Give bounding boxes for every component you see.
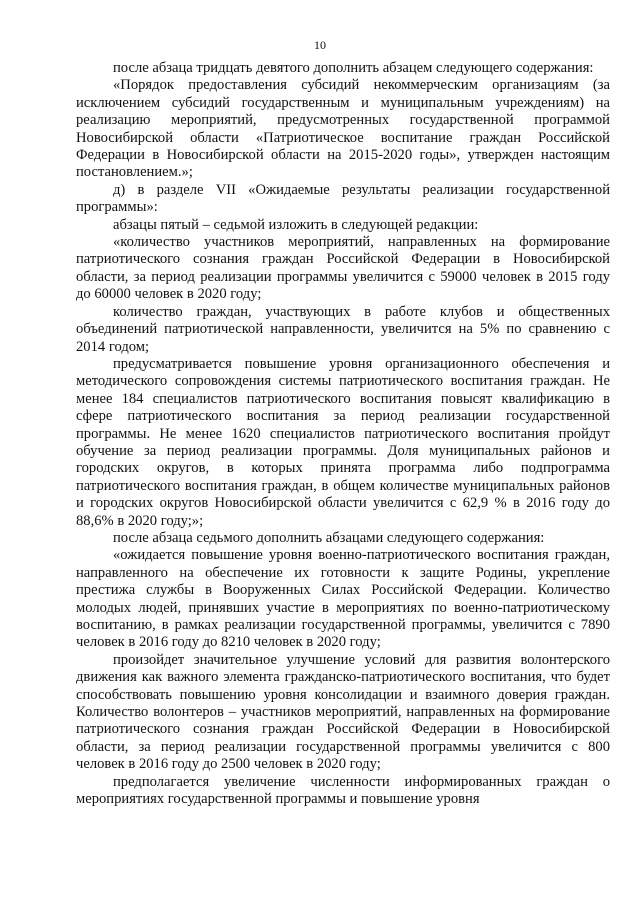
paragraph-insert-after-39: после абзаца тридцать девятого дополнить абзацем следующего содержания: xyxy=(113,60,594,76)
paragraph-specialists: предусматривается повышение уровня организационного обеспечения и методического сопровождения системы патриотического воспитания граждан. Не менее 184 специалистов патриотического воспитания повысят квалификацию в сфере патриотического воспитания за период реализации государственной программы. Не менее 1620 специалистов патриотического воспитания пройдут обучение за период реализации программы. Доля муниципальных районов и городских округов, в которых принята программа либо подпрограмма патриотического воспитания граждан, в общем количестве муниципальных районов и городских округов Новосибирской области увеличится с 62,9 % в 2016 году до 88,6% в 2020 году;»; xyxy=(76,355,610,529)
paragraph-new-edition: абзацы пятый – седьмой изложить в следующей редакции: xyxy=(113,216,479,233)
document-body xyxy=(76,60,610,808)
paragraph-subsidy-procedure: «Порядок предоставления субсидий некоммерческим организациям (за исключением субсидий государственным и муниципальным учреждениям) на реализацию мероприятий, предусмотренных государственной программой Новосибирской области «Патриотическое воспитание граждан Российской Федерации в Новосибирской области на 2015-2020 годы», утвержден настоящим постановлением.»; xyxy=(76,77,610,181)
paragraph-clubs-count: количество граждан, участвующих в работе клубов и общественных объединений патриотической направленности, увеличится на 5% по сравнению с 2014 годом; xyxy=(76,303,610,355)
paragraph-section-vii: д) в разделе VII «Ожидаемые результаты реализации государственной программы»: xyxy=(76,181,610,216)
page-number: 10 xyxy=(314,38,326,52)
paragraph-informed-citizens: предполагается увеличение численности информированных граждан о мероприятиях государственной программы и повышение уровня xyxy=(76,773,610,808)
paragraph-insert-after-7: после абзаца седьмого дополнить абзацами следующего содержания: xyxy=(113,529,545,546)
paragraph-volunteers: произойдет значительное улучшение условий для развития волонтерского движения как важного элемента гражданско-патриотического воспитания, что будет способствовать повышению уровня консолидации и взаимного доверия граждан. Количество волонтеров – участников мероприятий, направленных на формирование патриотического сознания граждан Российской Федерации в Новосибирской области, за период реализации государственной программы увеличится с 800 человек в 2016 году до 2500 человек в 2020 году; xyxy=(76,651,610,773)
paragraph-participants-count: «количество участников мероприятий, направленных на формирование патриотического сознания граждан Российской Федерации в Новосибирской области, за период реализации программы увеличится с 59000 человек в 2015 году до 60000 человек в 2020 году; xyxy=(76,234,610,303)
paragraph-military-patriotic: «ожидается повышение уровня военно-патриотического воспитания граждан, направленного на обеспечение их готовности к защите Родины, укрепление престижа службы в Вооруженных Силах Российской Федерации. Количество молодых людей, принявших участие в мероприятиях по военно-патриотическому воспитанию, в рамках реализации государственной программы, увеличится с 7890 человек в 2016 году до 8210 человек в 2020 году; xyxy=(76,547,610,651)
